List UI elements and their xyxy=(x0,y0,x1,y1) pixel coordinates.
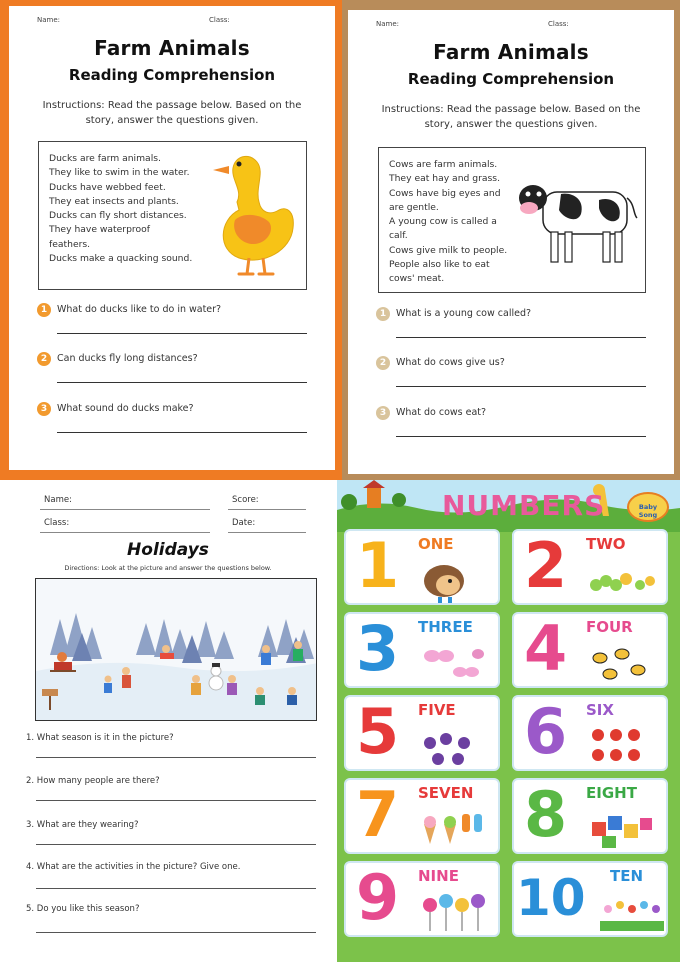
class-label: Class: xyxy=(548,20,569,28)
number-digit: 6 xyxy=(524,695,568,768)
numbers-poster xyxy=(337,480,680,962)
answer-line[interactable] xyxy=(36,888,316,889)
passage-line: Ducks can fly short distances. xyxy=(49,210,187,222)
number-word: FOUR xyxy=(586,618,633,636)
class-line[interactable] xyxy=(40,532,210,533)
passage-box xyxy=(378,147,646,293)
number-word: EIGHT xyxy=(586,784,637,802)
flower-icon xyxy=(600,887,668,937)
number-tile xyxy=(512,612,668,688)
number-word: SIX xyxy=(586,701,614,719)
answer-line[interactable] xyxy=(396,337,646,338)
duck-illustration xyxy=(209,150,301,280)
cow-worksheet-page xyxy=(348,10,674,474)
passage-line: Cows are farm animals. xyxy=(389,159,498,170)
worksheet-title: Farm Animals xyxy=(433,40,589,64)
number-tile xyxy=(512,695,668,771)
holidays-worksheet xyxy=(0,480,336,962)
question-text: Can ducks fly long distances? xyxy=(57,353,198,364)
passage-line: People also like to eat xyxy=(389,259,490,271)
number-tile xyxy=(344,612,500,688)
passage-line: They eat insects and plants. xyxy=(49,195,179,207)
passage-line: Cows have big eyes and xyxy=(389,187,501,199)
butterfly-icon xyxy=(420,638,488,688)
passage-box xyxy=(38,141,307,290)
passage-line: Cows give milk to people. xyxy=(389,244,508,256)
number-word: THREE xyxy=(418,618,473,636)
question-text: What do cows eat? xyxy=(396,407,487,418)
spider-icon xyxy=(420,721,488,771)
passage-line: Ducks are farm animals. xyxy=(49,153,161,164)
cow-illustration xyxy=(515,178,643,270)
answer-line[interactable] xyxy=(396,386,646,387)
name-label: Name: xyxy=(44,495,72,505)
lollipop-icon xyxy=(420,887,488,937)
question-text: What do cows give us? xyxy=(396,357,505,368)
hedgehog-icon xyxy=(420,555,488,605)
question-number: 2 xyxy=(37,352,51,366)
name-label: Name: xyxy=(376,20,400,28)
number-tile xyxy=(344,778,500,854)
passage-line: Ducks have webbed feet. xyxy=(49,181,166,193)
passage-line: feathers. xyxy=(49,238,91,250)
number-tile xyxy=(512,529,668,605)
passage-line: Ducks make a quacking sound. xyxy=(49,253,193,265)
passage-line: They eat hay and grass. xyxy=(389,173,500,185)
number-tile xyxy=(344,695,500,771)
name-label: Name: xyxy=(37,16,61,24)
answer-line[interactable] xyxy=(57,333,307,334)
date-line[interactable] xyxy=(228,532,306,533)
passage-line: calf. xyxy=(389,230,408,242)
question-2: 2. How many people are there? xyxy=(26,776,160,786)
cow-worksheet xyxy=(342,0,680,480)
number-digit: 8 xyxy=(524,778,568,851)
answer-line[interactable] xyxy=(396,436,646,437)
number-tile xyxy=(512,861,668,937)
poster-title: NUMBERS xyxy=(442,489,606,522)
duck-worksheet xyxy=(0,0,342,480)
number-word: SEVEN xyxy=(418,784,474,802)
number-word: FIVE xyxy=(418,701,456,719)
number-digit: 2 xyxy=(524,529,568,602)
answer-line[interactable] xyxy=(36,932,316,933)
number-word: NINE xyxy=(418,867,459,885)
number-digit: 9 xyxy=(356,861,400,934)
number-word: TWO xyxy=(586,535,626,553)
answer-line[interactable] xyxy=(57,432,307,433)
question-number: 1 xyxy=(37,303,51,317)
answer-line[interactable] xyxy=(36,844,316,845)
number-word: TEN xyxy=(610,867,644,885)
passage-line: are gentle. xyxy=(389,201,439,213)
ladybug-icon xyxy=(588,721,656,771)
question-5: 5. Do you like this season? xyxy=(26,904,140,914)
question-number: 2 xyxy=(376,356,390,370)
number-digit: 7 xyxy=(356,778,400,851)
class-label: Class: xyxy=(44,518,70,528)
passage-text xyxy=(389,158,519,287)
passage-text xyxy=(49,152,199,266)
passage-line: They like to swim in the water. xyxy=(49,167,190,179)
logo-text: Baby Song xyxy=(638,503,658,519)
gift-icon xyxy=(588,804,656,854)
worksheet-title: Farm Animals xyxy=(94,36,250,60)
number-tile xyxy=(512,778,668,854)
question-number: 3 xyxy=(376,406,390,420)
question-4: 4. What are the activities in the picture? Give one. xyxy=(26,862,241,872)
worksheet-subtitle: Reading Comprehension xyxy=(68,66,276,84)
question-3: 3. What are they wearing? xyxy=(26,820,139,830)
instructions: Instructions: Read the passage below. Based on the story, answer the questions given. xyxy=(381,104,641,130)
name-line[interactable] xyxy=(40,509,210,510)
logo xyxy=(627,492,669,522)
caterpillar-icon xyxy=(588,555,656,605)
directions: Directions: Look at the picture and answer the questions below. xyxy=(64,564,272,572)
number-tile xyxy=(344,861,500,937)
winter-scene-picture xyxy=(35,578,317,721)
number-digit: 3 xyxy=(356,612,400,685)
number-digit: 4 xyxy=(524,612,568,685)
score-line[interactable] xyxy=(228,509,306,510)
question-number: 3 xyxy=(37,402,51,416)
answer-line[interactable] xyxy=(36,800,316,801)
question-text: What sound do ducks make? xyxy=(57,403,194,414)
answer-line[interactable] xyxy=(36,757,316,758)
question-number: 1 xyxy=(376,307,390,321)
passage-line: A young cow is called a xyxy=(389,216,497,228)
question-text: What do ducks like to do in water? xyxy=(57,304,222,315)
number-digit: 10 xyxy=(516,869,586,927)
score-label: Score: xyxy=(232,495,259,505)
winter-scene-illustration xyxy=(36,579,317,721)
worksheet-title: Holidays xyxy=(127,540,209,560)
number-digit: 1 xyxy=(356,529,400,602)
number-word: ONE xyxy=(418,535,454,553)
duck-worksheet-page xyxy=(9,6,335,470)
passage-line: They have waterproof xyxy=(49,224,150,236)
number-tile xyxy=(344,529,500,605)
question-text: What is a young cow called? xyxy=(396,308,532,319)
question-1: 1. What season is it in the picture? xyxy=(26,733,174,743)
number-digit: 5 xyxy=(356,695,400,768)
worksheet-subtitle: Reading Comprehension xyxy=(407,70,615,88)
date-label: Date: xyxy=(232,518,256,528)
bee-icon xyxy=(588,638,656,688)
answer-line[interactable] xyxy=(57,382,307,383)
passage-line: cows' meat. xyxy=(389,273,445,285)
class-label: Class: xyxy=(209,16,230,24)
instructions: Instructions: Read the passage below. Based on the story, answer the questions given. xyxy=(42,100,302,126)
ice-cream-icon xyxy=(420,804,488,854)
